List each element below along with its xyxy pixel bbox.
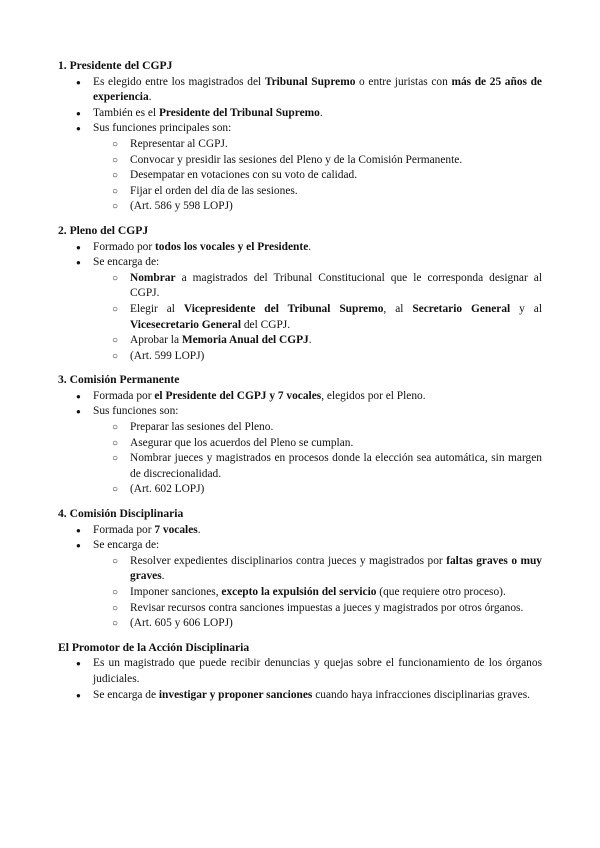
sub-list-item [58, 436, 542, 452]
sub-bullet-list [93, 420, 542, 498]
text-run: Se encarga de: [93, 539, 160, 552]
circle-bullet-icon: ○ [112, 453, 119, 465]
text-run: , elegidos por el Pleno. [321, 389, 426, 402]
bold-text: Memoria Anual del CGPJ [181, 334, 309, 347]
bold-text: excepto la expulsión del servicio [221, 586, 377, 598]
list-item [58, 106, 542, 122]
sub-list-item [58, 302, 542, 333]
sub-list-item [58, 451, 542, 482]
bold-text: faltas graves o muy graves [130, 554, 542, 583]
bold-text: Tribunal Supremo [264, 75, 356, 88]
text-run: Es elegido entre los magistrados del [93, 75, 265, 88]
circle-bullet-icon: ○ [112, 618, 119, 630]
bold-text: Vicesecretario General [130, 318, 242, 331]
sub-list-item [58, 184, 542, 200]
sub-list-item [58, 601, 542, 617]
sub-list-item [58, 153, 542, 169]
circle-bullet-icon: ○ [112, 335, 119, 347]
section [58, 58, 542, 215]
bullet-list [58, 75, 542, 215]
section [58, 372, 542, 498]
bullet-icon: ● [76, 242, 81, 252]
text-run: . [148, 91, 152, 104]
bullet-list [58, 523, 542, 632]
circle-bullet-icon: ○ [112, 437, 119, 449]
section-heading: 3. Comisión Permanente [58, 373, 180, 387]
bold-text: más de 25 años de experiencia [93, 75, 542, 104]
text-run: Elegir al [130, 302, 184, 315]
text-run: Formada por [93, 389, 155, 402]
list-item [58, 240, 542, 256]
bold-text: todos los vocales y el Presidente [155, 240, 309, 253]
sub-list-item [58, 199, 542, 215]
list-item [58, 389, 542, 405]
text-run: (Art. 586 y 598 LOPJ) [130, 200, 233, 213]
circle-bullet-icon: ○ [112, 350, 119, 362]
text-run: Imponer sanciones, [130, 586, 222, 598]
list-item [58, 538, 542, 632]
text-run: Preparar las sesiones del Pleno. [130, 421, 274, 434]
list-item [58, 656, 542, 687]
sub-list-item [58, 482, 542, 498]
list-item [58, 404, 542, 498]
circle-bullet-icon: ○ [112, 555, 119, 567]
section-heading: El Promotor de la Acción Disciplinaria [58, 640, 250, 654]
sub-list-item [58, 585, 542, 601]
bullet-list [58, 240, 542, 365]
text-run: y al [510, 302, 542, 315]
circle-bullet-icon: ○ [112, 303, 119, 315]
text-run: Sus funciones son: [93, 405, 179, 418]
bullet-list [58, 656, 542, 703]
text-run: Sus funciones principales son: [93, 122, 232, 135]
section [58, 640, 542, 703]
sub-list-item [58, 137, 542, 153]
text-run: , al [383, 302, 413, 315]
sub-list-item [58, 271, 542, 302]
text-run: Se encarga de [93, 688, 159, 701]
bold-text: Nombrar [130, 271, 176, 284]
text-run: (Art. 602 LOPJ) [130, 483, 205, 496]
bullet-icon: ● [76, 108, 81, 118]
text-run: . [319, 106, 323, 119]
circle-bullet-icon: ○ [112, 138, 119, 150]
text-run: Asegurar que los acuerdos del Pleno se cumplan. [130, 436, 354, 449]
text-run: Nombrar jueces y magistrados en procesos donde la elección sea automática, sin margen de discrecionalidad. [130, 452, 542, 480]
text-run: . [308, 334, 312, 347]
sub-bullet-list [93, 271, 542, 365]
section-heading: 2. Pleno del CGPJ [58, 223, 149, 237]
text-run: Revisar recursos contra sanciones impuestas a jueces y magistrados por otros órganos. [130, 601, 524, 614]
text-run: Representar al CGPJ. [130, 137, 228, 150]
bullet-icon: ● [76, 77, 81, 87]
sub-bullet-list [93, 137, 542, 215]
sub-list-item [58, 420, 542, 436]
text-run: Resolver expedientes disciplinarios contra jueces y magistrados por [130, 554, 447, 567]
sub-list-item [58, 333, 542, 349]
circle-bullet-icon: ○ [112, 185, 119, 197]
text-run: del CGPJ. [241, 318, 291, 331]
circle-bullet-icon: ○ [112, 484, 119, 496]
sub-list-item [58, 616, 542, 632]
text-run: Fijar el orden del día de las sesiones. [130, 184, 298, 197]
text-run: Formado por [93, 240, 156, 253]
sub-list-item [58, 168, 542, 184]
text-run: . [197, 523, 201, 536]
bold-text: Secretario General [412, 302, 511, 315]
section-heading: 1. Presidente del CGPJ [58, 59, 173, 72]
list-item [58, 688, 542, 704]
circle-bullet-icon: ○ [112, 422, 119, 434]
bullet-icon: ● [76, 391, 81, 401]
text-run: (Art. 599 LOPJ) [130, 349, 205, 362]
text-run: Es un magistrado que puede recibir denuncias y quejas sobre el funcionamiento de los órganos judiciales. [93, 657, 542, 685]
circle-bullet-icon: ○ [112, 154, 119, 166]
circle-bullet-icon: ○ [112, 201, 119, 213]
circle-bullet-icon: ○ [112, 272, 119, 284]
bullet-icon: ● [76, 124, 81, 134]
bold-text: el Presidente del CGPJ y 7 vocales [154, 389, 322, 402]
circle-bullet-icon: ○ [112, 170, 119, 182]
text-run: Desempatar en votaciones con su voto de calidad. [130, 169, 358, 182]
text-run: o entre juristas con [355, 75, 452, 88]
sub-list-item [58, 554, 542, 585]
bold-text: Vicepresidente del Tribunal Supremo [183, 302, 384, 315]
circle-bullet-icon: ○ [112, 587, 119, 598]
list-item [58, 75, 542, 106]
bullet-icon: ● [76, 690, 81, 700]
text-run: Convocar y presidir las sesiones del Pleno y de la Comisión Permanente. [130, 153, 463, 166]
section [58, 506, 542, 632]
bullet-icon: ● [76, 407, 81, 417]
list-item [58, 523, 542, 539]
circle-bullet-icon: ○ [112, 602, 119, 614]
text-run: (Art. 605 y 606 LOPJ) [130, 617, 233, 630]
section-heading: 4. Comisión Disciplinaria [58, 507, 184, 521]
bullet-icon: ● [76, 525, 81, 535]
text-run: Formada por [93, 523, 155, 536]
sub-list-item [58, 349, 542, 365]
text-run: cuando haya infracciones disciplinarias graves. [312, 688, 530, 701]
bullet-list [58, 389, 542, 498]
text-run: . [161, 570, 165, 583]
section [58, 223, 542, 364]
bold-text: 7 vocales [154, 523, 198, 536]
text-run: Aprobar la [130, 334, 182, 347]
text-run: (que requiere otro proceso). [376, 586, 506, 598]
bullet-icon: ● [76, 258, 81, 268]
text-run: . [308, 240, 312, 253]
bullet-icon: ● [76, 659, 81, 669]
list-item [58, 121, 542, 215]
bold-text: Presidente del Tribunal Supremo [158, 106, 320, 119]
sub-bullet-list [93, 554, 542, 632]
bold-text: investigar y proponer sanciones [158, 688, 313, 701]
list-item [58, 255, 542, 364]
bullet-icon: ● [76, 541, 81, 551]
text-run: Se encarga de: [93, 256, 160, 269]
text-run: a magistrados del Tribunal Constitucional que le corresponda designar al CGPJ. [130, 271, 542, 300]
text-run: También es el [93, 106, 159, 119]
